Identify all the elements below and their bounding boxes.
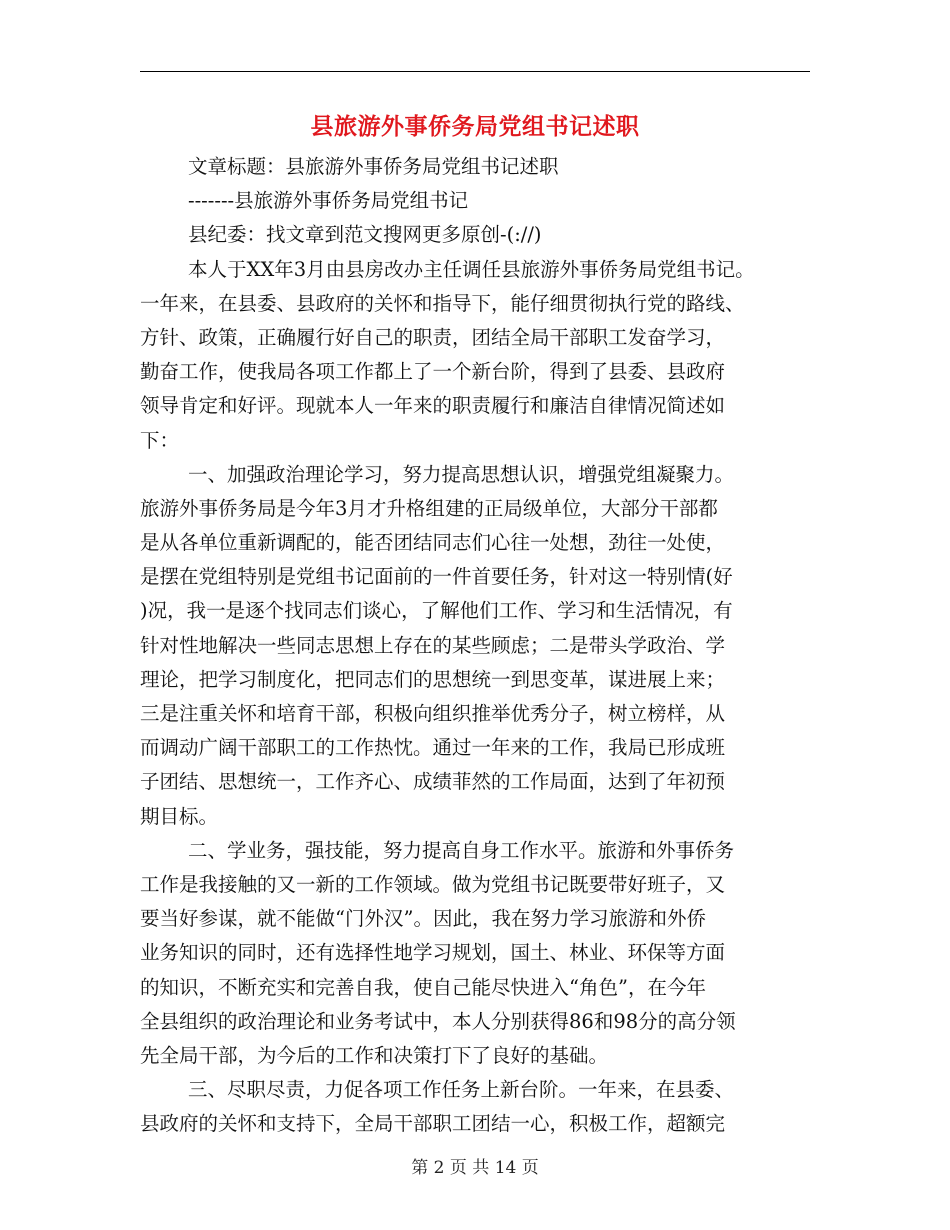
text-line: 子团结、思想统一，工作齐心、成绩菲然的工作局面，达到了年初预 [140, 770, 726, 794]
text-line: 全县组织的政治理论和业务考试中，本人分别获得86和98分的高分领 [140, 1009, 736, 1033]
text-line: -------县旅游外事侨务局党组书记 [188, 189, 469, 213]
text-line: 二、学业务，强技能，努力提高自身工作水平。旅游和外事侨务 [188, 838, 735, 862]
text-line: 旅游外事侨务局是今年3月才升格组建的正局级单位，大部分干部都 [140, 496, 718, 520]
document-title: 县旅游外事侨务局党组书记述职 [310, 113, 640, 140]
text-line: 文章标题：县旅游外事侨务局党组书记述职 [188, 155, 559, 178]
text-line: 针对性地解决一些同志思想上存在的某些顾虑；二是带头学政治、学 [140, 633, 726, 657]
text-line: 而调动广阔干部职工的工作热忱。通过一年来的工作，我局已形成班 [140, 736, 726, 760]
text-line: 三、尽职尽责，力促各项工作任务上新台阶。一年来，在县委、 [188, 1078, 735, 1102]
text-line: 三是注重关怀和培育干部，积极向组织推举优秀分子，树立榜样，从 [140, 702, 726, 725]
document-body [140, 150, 812, 1141]
text-line: 是摆在党组特别是党组书记面前的一件首要任务，针对这一特别情(好 [140, 565, 733, 589]
text-line: 是从各单位重新调配的，能否团结同志们心往一处想，劲往一处使， [140, 531, 726, 555]
text-line: 先全局干部，为今后的工作和决策打下了良好的基础。 [140, 1043, 609, 1067]
text-line: 方针、政策，正确履行好自己的职责，团结全局干部职工发奋学习， [140, 325, 726, 349]
text-line: 县纪委：找文章到范文搜网更多原创-(://) [188, 223, 542, 247]
text-line: 期目标。 [140, 804, 219, 828]
text-line: 业务知识的同时，还有选择性地学习规划，国土、林业、环保等方面 [140, 941, 726, 965]
text-line: 下： [140, 428, 180, 452]
text-line: 一、加强政治理论学习，努力提高思想认识，增强党组凝聚力。 [188, 462, 735, 486]
text-line: 理论，把学习制度化，把同志们的思想统一到思变革，谋进展上来； [140, 667, 726, 691]
text-line: )况，我一是逐个找同志们谈心，了解他们工作、学习和生活情况，有 [140, 599, 733, 623]
header-rule [140, 71, 810, 72]
text-line: 领导肯定和好评。现就本人一年来的职责履行和廉洁自律情况简述如 [140, 394, 726, 418]
page-footer: 第 2 页 共 14 页 [411, 1158, 539, 1178]
text-line: 勤奋工作，使我局各项工作都上了一个新台阶，得到了县委、县政府 [140, 360, 726, 384]
text-line: 的知识，不断充实和完善自我，使自己能尽快进入“角色”，在今年 [140, 975, 706, 999]
text-line: 要当好参谋，就不能做“门外汉”。因此，我在努力学习旅游和外侨 [140, 907, 706, 931]
text-line: 工作是我接触的又一新的工作领域。做为党组书记既要带好班子，又 [140, 872, 726, 896]
text-line: 县政府的关怀和支持下，全局干部职工团结一心，积极工作，超额完 [140, 1112, 726, 1136]
text-line: 一年来，在县委、县政府的关怀和指导下，能仔细贯彻执行党的路线、 [140, 291, 745, 315]
text-line: 本人于XX年3月由县房改办主任调任县旅游外事侨务局党组书记。 [188, 257, 755, 281]
